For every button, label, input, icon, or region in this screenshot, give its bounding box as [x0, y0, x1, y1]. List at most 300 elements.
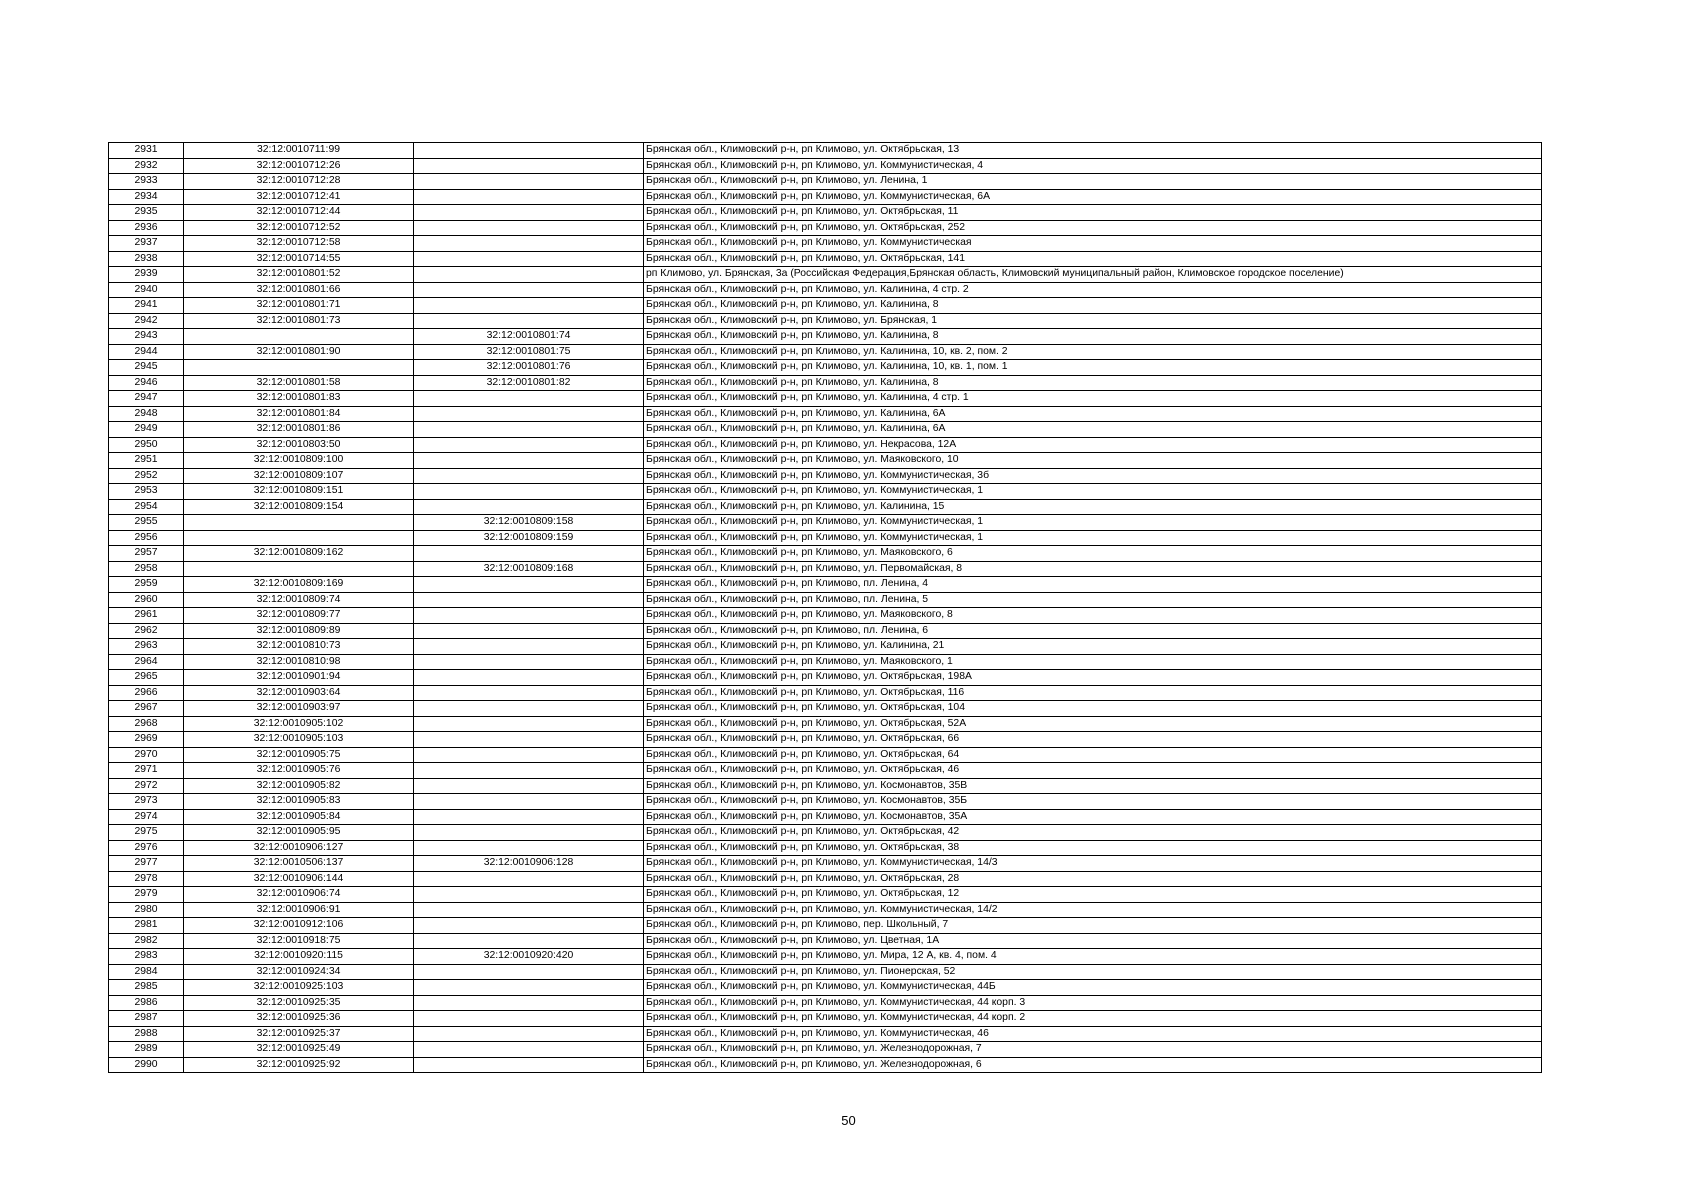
cadastral-number-cell: 32:12:0010906:144	[184, 871, 414, 887]
related-cadastral-number-cell	[414, 205, 644, 221]
cadastral-number-cell: 32:12:0010912:106	[184, 918, 414, 934]
row-number-cell: 2948	[109, 406, 184, 422]
related-cadastral-number-cell: 32:12:0010809:158	[414, 515, 644, 531]
row-number-cell: 2964	[109, 654, 184, 670]
cadastral-number-cell: 32:12:0010809:162	[184, 546, 414, 562]
table-row	[109, 468, 1542, 484]
address-cell: Брянская обл., Климовский р-н, рп Климово, пер. Школьный, 7	[644, 918, 1542, 934]
row-number-cell: 2942	[109, 313, 184, 329]
row-number-cell: 2955	[109, 515, 184, 531]
row-number-cell: 2987	[109, 1011, 184, 1027]
address-cell: Брянская обл., Климовский р-н, рп Климово, ул. Октябрьская, 38	[644, 840, 1542, 856]
address-cell: Брянская обл., Климовский р-н, рп Климово, ул. Космонавтов, 35Б	[644, 794, 1542, 810]
row-number-cell: 2981	[109, 918, 184, 934]
address-cell: Брянская обл., Климовский р-н, рп Климово, ул. Октябрьская, 12	[644, 887, 1542, 903]
cadastral-number-cell: 32:12:0010712:28	[184, 174, 414, 190]
table-row	[109, 484, 1542, 500]
row-number-cell: 2971	[109, 763, 184, 779]
related-cadastral-number-cell	[414, 794, 644, 810]
table-row	[109, 654, 1542, 670]
related-cadastral-number-cell	[414, 577, 644, 593]
address-cell: Брянская обл., Климовский р-н, рп Климово, ул. Октябрьская, 46	[644, 763, 1542, 779]
address-cell: Брянская обл., Климовский р-н, рп Климово, ул. Октябрьская, 116	[644, 685, 1542, 701]
related-cadastral-number-cell	[414, 809, 644, 825]
cadastral-number-cell: 32:12:0010809:107	[184, 468, 414, 484]
cadastral-number-cell: 32:12:0010925:36	[184, 1011, 414, 1027]
row-number-cell: 2931	[109, 143, 184, 159]
row-number-cell: 2978	[109, 871, 184, 887]
address-cell: Брянская обл., Климовский р-н, рп Климово, ул. Первомайская, 8	[644, 561, 1542, 577]
address-cell: Брянская обл., Климовский р-н, рп Климово, ул. Пионерская, 52	[644, 964, 1542, 980]
row-number-cell: 2960	[109, 592, 184, 608]
related-cadastral-number-cell	[414, 546, 644, 562]
cadastral-number-cell: 32:12:0010801:58	[184, 375, 414, 391]
row-number-cell: 2934	[109, 189, 184, 205]
row-number-cell: 2933	[109, 174, 184, 190]
address-cell: Брянская обл., Климовский р-н, рп Климово, ул. Октябрьская, 28	[644, 871, 1542, 887]
table-row	[109, 716, 1542, 732]
row-number-cell: 2932	[109, 158, 184, 174]
related-cadastral-number-cell	[414, 1057, 644, 1073]
row-number-cell: 2944	[109, 344, 184, 360]
cadastral-number-cell: 32:12:0010801:71	[184, 298, 414, 314]
table-row	[109, 189, 1542, 205]
address-cell: Брянская обл., Климовский р-н, рп Климово, ул. Коммунистическая, 6А	[644, 189, 1542, 205]
related-cadastral-number-cell	[414, 1042, 644, 1058]
table-row	[109, 794, 1542, 810]
row-number-cell: 2985	[109, 980, 184, 996]
cadastral-number-cell: 32:12:0010905:82	[184, 778, 414, 794]
row-number-cell: 2935	[109, 205, 184, 221]
cadastral-number-cell: 32:12:0010918:75	[184, 933, 414, 949]
related-cadastral-number-cell	[414, 251, 644, 267]
row-number-cell: 2980	[109, 902, 184, 918]
address-cell: Брянская обл., Климовский р-н, рп Климово, ул. Октябрьская, 42	[644, 825, 1542, 841]
address-cell: Брянская обл., Климовский р-н, рп Климово, ул. Октябрьская, 141	[644, 251, 1542, 267]
address-cell: Брянская обл., Климовский р-н, рп Климово, ул. Коммунистическая, 1	[644, 530, 1542, 546]
related-cadastral-number-cell	[414, 499, 644, 515]
cadastral-number-cell: 32:12:0010920:115	[184, 949, 414, 965]
cadastral-number-cell: 32:12:0010809:77	[184, 608, 414, 624]
cadastral-number-cell: 32:12:0010903:97	[184, 701, 414, 717]
table-row	[109, 360, 1542, 376]
cadastral-number-cell	[184, 561, 414, 577]
related-cadastral-number-cell	[414, 174, 644, 190]
row-number-cell: 2939	[109, 267, 184, 283]
address-cell: Брянская обл., Климовский р-н, рп Климово, ул. Коммунистическая	[644, 236, 1542, 252]
address-cell: Брянская обл., Климовский р-н, рп Климово, ул. Калинина, 8	[644, 298, 1542, 314]
related-cadastral-number-cell	[414, 995, 644, 1011]
table-body	[109, 143, 1542, 1073]
cadastral-number-cell: 32:12:0010809:151	[184, 484, 414, 500]
related-cadastral-number-cell	[414, 980, 644, 996]
related-cadastral-number-cell	[414, 763, 644, 779]
table-row	[109, 391, 1542, 407]
address-cell: Брянская обл., Климовский р-н, рп Климово, ул. Коммунистическая, 14/3	[644, 856, 1542, 872]
cadastral-number-cell: 32:12:0010714:55	[184, 251, 414, 267]
address-cell: Брянская обл., Климовский р-н, рп Климово, ул. Космонавтов, 35А	[644, 809, 1542, 825]
address-cell: Брянская обл., Климовский р-н, рп Климово, ул. Октябрьская, 13	[644, 143, 1542, 159]
table-row	[109, 267, 1542, 283]
address-cell: Брянская обл., Климовский р-н, рп Климово, ул. Калинина, 4 стр. 2	[644, 282, 1542, 298]
row-number-cell: 2962	[109, 623, 184, 639]
cadastral-number-cell: 32:12:0010810:98	[184, 654, 414, 670]
address-cell: Брянская обл., Климовский р-н, рп Климово, ул. Калинина, 4 стр. 1	[644, 391, 1542, 407]
cadastral-number-cell: 32:12:0010925:35	[184, 995, 414, 1011]
table-row	[109, 825, 1542, 841]
table-row	[109, 205, 1542, 221]
cadastral-number-cell: 32:12:0010809:74	[184, 592, 414, 608]
table-row	[109, 158, 1542, 174]
address-cell: Брянская обл., Климовский р-н, рп Климово, ул. Коммунистическая, 4	[644, 158, 1542, 174]
cadastral-number-cell: 32:12:0010506:137	[184, 856, 414, 872]
address-cell: Брянская обл., Климовский р-н, рп Климово, ул. Калинина, 6А	[644, 422, 1542, 438]
address-cell: Брянская обл., Климовский р-н, рп Климово, ул. Ленина, 1	[644, 174, 1542, 190]
related-cadastral-number-cell	[414, 406, 644, 422]
cadastral-number-cell: 32:12:0010905:95	[184, 825, 414, 841]
address-cell: Брянская обл., Климовский р-н, рп Климово, ул. Калинина, 21	[644, 639, 1542, 655]
row-number-cell: 2969	[109, 732, 184, 748]
address-cell: Брянская обл., Климовский р-н, рп Климово, ул. Октябрьская, 52А	[644, 716, 1542, 732]
address-cell: Брянская обл., Климовский р-н, рп Климово, ул. Октябрьская, 104	[644, 701, 1542, 717]
address-cell: Брянская обл., Климовский р-н, рп Климово, ул. Железнодорожная, 7	[644, 1042, 1542, 1058]
address-cell: Брянская обл., Климовский р-н, рп Климово, ул. Некрасова, 12А	[644, 437, 1542, 453]
related-cadastral-number-cell	[414, 871, 644, 887]
page-number: 50	[841, 1113, 856, 1128]
table-row	[109, 174, 1542, 190]
table-row	[109, 515, 1542, 531]
address-cell: Брянская обл., Климовский р-н, рп Климово, ул. Калинина, 8	[644, 375, 1542, 391]
table-row	[109, 685, 1542, 701]
table-row	[109, 530, 1542, 546]
cadastral-number-cell: 32:12:0010801:73	[184, 313, 414, 329]
cadastral-number-cell: 32:12:0010903:64	[184, 685, 414, 701]
address-cell: Брянская обл., Климовский р-н, рп Климово, ул. Маяковского, 8	[644, 608, 1542, 624]
cadastral-number-cell: 32:12:0010711:99	[184, 143, 414, 159]
related-cadastral-number-cell	[414, 391, 644, 407]
row-number-cell: 2975	[109, 825, 184, 841]
cadastral-number-cell: 32:12:0010924:34	[184, 964, 414, 980]
table-row	[109, 344, 1542, 360]
table-row	[109, 856, 1542, 872]
cadastral-number-cell: 32:12:0010809:89	[184, 623, 414, 639]
table-row	[109, 964, 1542, 980]
related-cadastral-number-cell: 32:12:0010809:159	[414, 530, 644, 546]
table-row	[109, 313, 1542, 329]
address-cell: Брянская обл., Климовский р-н, рп Климово, ул. Коммунистическая, 1	[644, 484, 1542, 500]
table-row	[109, 778, 1542, 794]
table-row	[109, 732, 1542, 748]
related-cadastral-number-cell	[414, 608, 644, 624]
address-cell: Брянская обл., Климовский р-н, рп Климово, ул. Октябрьская, 252	[644, 220, 1542, 236]
address-cell: Брянская обл., Климовский р-н, рп Климово, ул. Коммунистическая, 1	[644, 515, 1542, 531]
row-number-cell: 2968	[109, 716, 184, 732]
related-cadastral-number-cell	[414, 158, 644, 174]
row-number-cell: 2990	[109, 1057, 184, 1073]
related-cadastral-number-cell	[414, 282, 644, 298]
cadastral-number-cell: 32:12:0010901:94	[184, 670, 414, 686]
address-cell: Брянская обл., Климовский р-н, рп Климово, ул. Цветная, 1А	[644, 933, 1542, 949]
related-cadastral-number-cell	[414, 887, 644, 903]
table-row	[109, 871, 1542, 887]
address-cell: Брянская обл., Климовский р-н, рп Климово, ул. Калинина, 10, кв. 2, пом. 2	[644, 344, 1542, 360]
cadastral-number-cell: 32:12:0010905:76	[184, 763, 414, 779]
related-cadastral-number-cell	[414, 639, 644, 655]
cadastral-number-cell: 32:12:0010906:74	[184, 887, 414, 903]
table-row	[109, 1011, 1542, 1027]
cadastral-number-cell: 32:12:0010905:102	[184, 716, 414, 732]
cadastral-number-cell: 32:12:0010810:73	[184, 639, 414, 655]
related-cadastral-number-cell	[414, 778, 644, 794]
table-row	[109, 995, 1542, 1011]
table-row	[109, 809, 1542, 825]
cadastral-number-cell: 32:12:0010905:83	[184, 794, 414, 810]
row-number-cell: 2983	[109, 949, 184, 965]
table-row	[109, 887, 1542, 903]
related-cadastral-number-cell	[414, 685, 644, 701]
table-row	[109, 437, 1542, 453]
related-cadastral-number-cell	[414, 840, 644, 856]
address-cell: Брянская обл., Климовский р-н, рп Климово, ул. Космонавтов, 35В	[644, 778, 1542, 794]
related-cadastral-number-cell	[414, 716, 644, 732]
related-cadastral-number-cell	[414, 298, 644, 314]
related-cadastral-number-cell	[414, 918, 644, 934]
address-cell: Брянская обл., Климовский р-н, рп Климово, ул. Октябрьская, 66	[644, 732, 1542, 748]
address-cell: Брянская обл., Климовский р-н, рп Климово, пл. Ленина, 4	[644, 577, 1542, 593]
table-row	[109, 329, 1542, 345]
address-cell: Брянская обл., Климовский р-н, рп Климово, ул. Октябрьская, 11	[644, 205, 1542, 221]
address-cell: Брянская обл., Климовский р-н, рп Климово, ул. Калинина, 6А	[644, 406, 1542, 422]
row-number-cell: 2951	[109, 453, 184, 469]
related-cadastral-number-cell	[414, 267, 644, 283]
related-cadastral-number-cell	[414, 747, 644, 763]
table-row	[109, 422, 1542, 438]
row-number-cell: 2953	[109, 484, 184, 500]
table-row	[109, 236, 1542, 252]
row-number-cell: 2937	[109, 236, 184, 252]
table-row	[109, 375, 1542, 391]
table-row	[109, 546, 1542, 562]
cadastral-number-cell: 32:12:0010905:84	[184, 809, 414, 825]
related-cadastral-number-cell: 32:12:0010801:74	[414, 329, 644, 345]
row-number-cell: 2941	[109, 298, 184, 314]
cadastral-number-cell: 32:12:0010801:52	[184, 267, 414, 283]
related-cadastral-number-cell	[414, 143, 644, 159]
property-registry-table	[108, 142, 1542, 1073]
cadastral-number-cell: 32:12:0010925:49	[184, 1042, 414, 1058]
related-cadastral-number-cell	[414, 437, 644, 453]
cadastral-number-cell: 32:12:0010712:58	[184, 236, 414, 252]
related-cadastral-number-cell	[414, 732, 644, 748]
row-number-cell: 2972	[109, 778, 184, 794]
table-row	[109, 949, 1542, 965]
table-row	[109, 577, 1542, 593]
address-cell: Брянская обл., Климовский р-н, рп Климово, ул. Калинина, 8	[644, 329, 1542, 345]
table-row	[109, 980, 1542, 996]
address-cell: Брянская обл., Климовский р-н, рп Климово, ул. Коммунистическая, 44Б	[644, 980, 1542, 996]
related-cadastral-number-cell	[414, 623, 644, 639]
address-cell: Брянская обл., Климовский р-н, рп Климово, ул. Коммунистическая, 3б	[644, 468, 1542, 484]
cadastral-number-cell: 32:12:0010801:90	[184, 344, 414, 360]
related-cadastral-number-cell	[414, 1011, 644, 1027]
row-number-cell: 2984	[109, 964, 184, 980]
table-row	[109, 1057, 1542, 1073]
row-number-cell: 2988	[109, 1026, 184, 1042]
related-cadastral-number-cell: 32:12:0010801:76	[414, 360, 644, 376]
cadastral-number-cell: 32:12:0010801:86	[184, 422, 414, 438]
related-cadastral-number-cell	[414, 236, 644, 252]
cadastral-number-cell: 32:12:0010809:154	[184, 499, 414, 515]
cadastral-number-cell: 32:12:0010712:41	[184, 189, 414, 205]
related-cadastral-number-cell: 32:12:0010920:420	[414, 949, 644, 965]
related-cadastral-number-cell: 32:12:0010801:82	[414, 375, 644, 391]
cadastral-number-cell	[184, 360, 414, 376]
cadastral-number-cell	[184, 515, 414, 531]
cadastral-number-cell: 32:12:0010712:52	[184, 220, 414, 236]
address-cell: Брянская обл., Климовский р-н, рп Климово, ул. Коммунистическая, 44 корп. 3	[644, 995, 1542, 1011]
related-cadastral-number-cell: 32:12:0010809:168	[414, 561, 644, 577]
cadastral-number-cell	[184, 530, 414, 546]
table-row	[109, 670, 1542, 686]
address-cell: Брянская обл., Климовский р-н, рп Климово, ул. Маяковского, 10	[644, 453, 1542, 469]
address-cell: Брянская обл., Климовский р-н, рп Климово, ул. Маяковского, 6	[644, 546, 1542, 562]
cadastral-number-cell: 32:12:0010712:44	[184, 205, 414, 221]
related-cadastral-number-cell	[414, 592, 644, 608]
related-cadastral-number-cell	[414, 964, 644, 980]
table-row	[109, 608, 1542, 624]
table-row	[109, 840, 1542, 856]
related-cadastral-number-cell	[414, 313, 644, 329]
row-number-cell: 2961	[109, 608, 184, 624]
cadastral-number-cell: 32:12:0010712:26	[184, 158, 414, 174]
row-number-cell: 2947	[109, 391, 184, 407]
cadastral-number-cell: 32:12:0010906:127	[184, 840, 414, 856]
related-cadastral-number-cell	[414, 453, 644, 469]
address-cell: Брянская обл., Климовский р-н, рп Климово, пл. Ленина, 5	[644, 592, 1542, 608]
row-number-cell: 2936	[109, 220, 184, 236]
row-number-cell: 2945	[109, 360, 184, 376]
related-cadastral-number-cell	[414, 220, 644, 236]
row-number-cell: 2977	[109, 856, 184, 872]
related-cadastral-number-cell	[414, 825, 644, 841]
row-number-cell: 2943	[109, 329, 184, 345]
row-number-cell: 2989	[109, 1042, 184, 1058]
row-number-cell: 2950	[109, 437, 184, 453]
cadastral-number-cell: 32:12:0010905:75	[184, 747, 414, 763]
address-cell: Брянская обл., Климовский р-н, рп Климово, ул. Октябрьская, 64	[644, 747, 1542, 763]
row-number-cell: 2966	[109, 685, 184, 701]
table-row	[109, 902, 1542, 918]
related-cadastral-number-cell	[414, 468, 644, 484]
table-row	[109, 763, 1542, 779]
table-row	[109, 592, 1542, 608]
address-cell: Брянская обл., Климовский р-н, рп Климово, ул. Коммунистическая, 46	[644, 1026, 1542, 1042]
cadastral-number-cell: 32:12:0010906:91	[184, 902, 414, 918]
cadastral-number-cell: 32:12:0010801:66	[184, 282, 414, 298]
table-row	[109, 282, 1542, 298]
table-row	[109, 143, 1542, 159]
related-cadastral-number-cell	[414, 902, 644, 918]
cadastral-number-cell: 32:12:0010801:84	[184, 406, 414, 422]
table-row	[109, 561, 1542, 577]
cadastral-number-cell: 32:12:0010803:50	[184, 437, 414, 453]
row-number-cell: 2938	[109, 251, 184, 267]
related-cadastral-number-cell	[414, 701, 644, 717]
row-number-cell: 2940	[109, 282, 184, 298]
table-row	[109, 623, 1542, 639]
cadastral-number-cell: 32:12:0010925:37	[184, 1026, 414, 1042]
cadastral-number-cell: 32:12:0010809:100	[184, 453, 414, 469]
row-number-cell: 2974	[109, 809, 184, 825]
address-cell: рп Климово, ул. Брянская, 3а (Российская Федерация,Брянская область, Климовский муниципальный район, Климовское городское поселение)	[644, 267, 1542, 283]
related-cadastral-number-cell	[414, 654, 644, 670]
cadastral-number-cell	[184, 329, 414, 345]
cadastral-number-cell: 32:12:0010809:169	[184, 577, 414, 593]
related-cadastral-number-cell	[414, 484, 644, 500]
address-cell: Брянская обл., Климовский р-н, рп Климово, ул. Маяковского, 1	[644, 654, 1542, 670]
cadastral-number-cell: 32:12:0010905:103	[184, 732, 414, 748]
table-row	[109, 453, 1542, 469]
row-number-cell: 2959	[109, 577, 184, 593]
table-row	[109, 251, 1542, 267]
address-cell: Брянская обл., Климовский р-н, рп Климово, ул. Калинина, 15	[644, 499, 1542, 515]
address-cell: Брянская обл., Климовский р-н, рп Климово, ул. Брянская, 1	[644, 313, 1542, 329]
row-number-cell: 2982	[109, 933, 184, 949]
table-row	[109, 933, 1542, 949]
row-number-cell: 2967	[109, 701, 184, 717]
cadastral-number-cell: 32:12:0010925:92	[184, 1057, 414, 1073]
row-number-cell: 2949	[109, 422, 184, 438]
address-cell: Брянская обл., Климовский р-н, рп Климово, ул. Октябрьская, 198А	[644, 670, 1542, 686]
related-cadastral-number-cell	[414, 1026, 644, 1042]
row-number-cell: 2973	[109, 794, 184, 810]
table-row	[109, 701, 1542, 717]
row-number-cell: 2946	[109, 375, 184, 391]
table-row	[109, 220, 1542, 236]
related-cadastral-number-cell: 32:12:0010906:128	[414, 856, 644, 872]
table-row	[109, 747, 1542, 763]
table-row	[109, 918, 1542, 934]
table-row	[109, 406, 1542, 422]
table-row	[109, 1026, 1542, 1042]
address-cell: Брянская обл., Климовский р-н, рп Климово, ул. Мира, 12 А, кв. 4, пом. 4	[644, 949, 1542, 965]
related-cadastral-number-cell	[414, 422, 644, 438]
row-number-cell: 2952	[109, 468, 184, 484]
related-cadastral-number-cell: 32:12:0010801:75	[414, 344, 644, 360]
table-row	[109, 499, 1542, 515]
address-cell: Брянская обл., Климовский р-н, рп Климово, пл. Ленина, 6	[644, 623, 1542, 639]
address-cell: Брянская обл., Климовский р-н, рп Климово, ул. Железнодорожная, 6	[644, 1057, 1542, 1073]
related-cadastral-number-cell	[414, 933, 644, 949]
address-cell: Брянская обл., Климовский р-н, рп Климово, ул. Коммунистическая, 14/2	[644, 902, 1542, 918]
row-number-cell: 2958	[109, 561, 184, 577]
row-number-cell: 2963	[109, 639, 184, 655]
row-number-cell: 2957	[109, 546, 184, 562]
cadastral-number-cell: 32:12:0010925:103	[184, 980, 414, 996]
row-number-cell: 2970	[109, 747, 184, 763]
table-row	[109, 639, 1542, 655]
related-cadastral-number-cell	[414, 189, 644, 205]
row-number-cell: 2956	[109, 530, 184, 546]
row-number-cell: 2965	[109, 670, 184, 686]
row-number-cell: 2954	[109, 499, 184, 515]
cadastral-number-cell: 32:12:0010801:83	[184, 391, 414, 407]
address-cell: Брянская обл., Климовский р-н, рп Климово, ул. Калинина, 10, кв. 1, пом. 1	[644, 360, 1542, 376]
row-number-cell: 2976	[109, 840, 184, 856]
table-row	[109, 1042, 1542, 1058]
row-number-cell: 2986	[109, 995, 184, 1011]
row-number-cell: 2979	[109, 887, 184, 903]
